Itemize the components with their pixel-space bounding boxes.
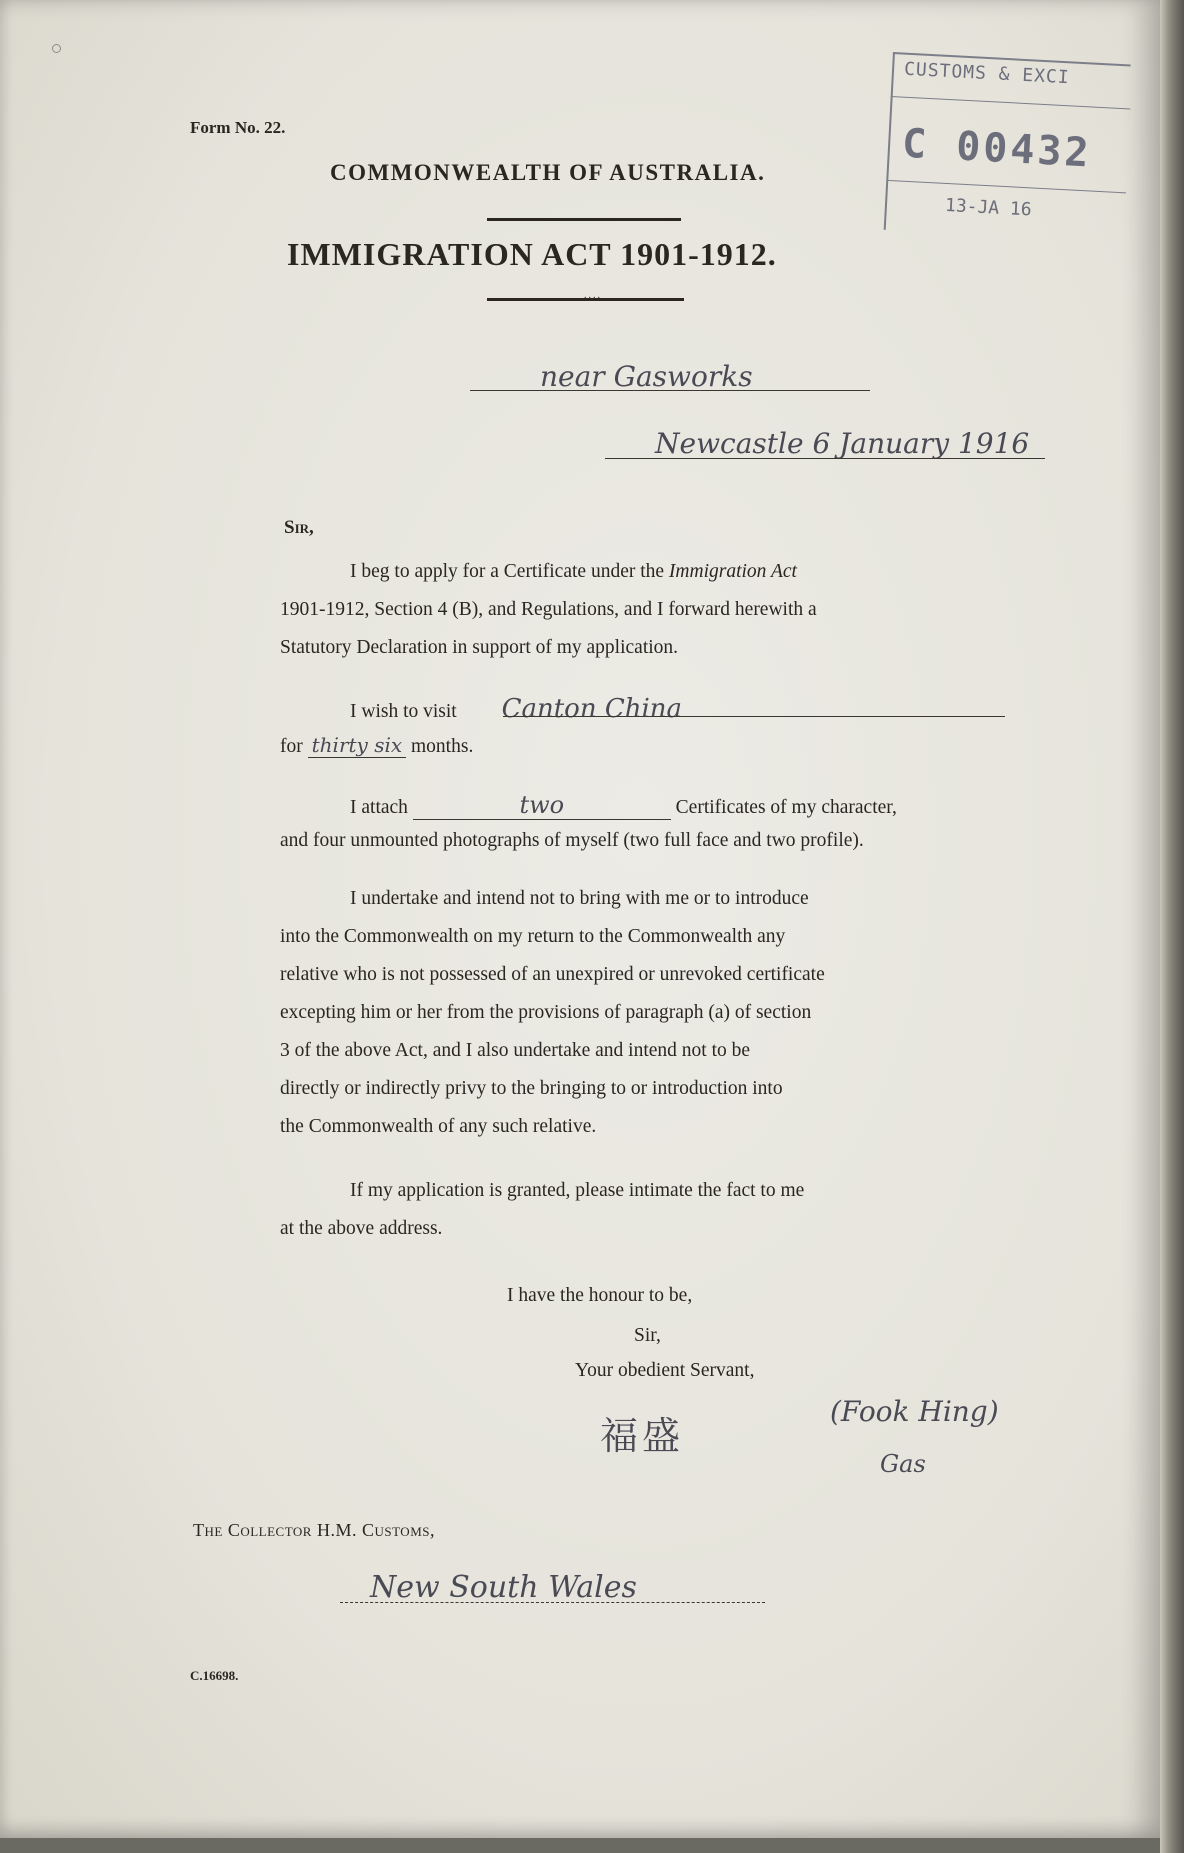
- recipient-line-2: New South Wales: [370, 1570, 637, 1605]
- footer-code: C.16698.: [190, 1668, 239, 1683]
- recipient-underline: [340, 1602, 765, 1603]
- stamp-date: 13-JA 16: [944, 194, 1033, 221]
- paragraph-request: [280, 1172, 1010, 1248]
- para2-line-1: I undertake and intend not to bring with me or to introduce: [350, 888, 809, 909]
- header-rule-top: [487, 218, 681, 221]
- visit-line: [350, 694, 682, 724]
- stamp-number: C 00432: [901, 120, 1093, 177]
- para1-line-3: Statutory Declaration in support of my application.: [280, 637, 679, 658]
- photographs-line: and four unmounted photographs of myself (two full face and two profile).: [280, 830, 864, 851]
- header-commonwealth: COMMONWEALTH OF AUSTRALIA.: [330, 160, 766, 185]
- months-label: months.: [411, 736, 474, 757]
- act-name: Immigration Act: [668, 561, 797, 582]
- page-edge-shadow: [1160, 0, 1184, 1853]
- visit-label: I wish to visit: [350, 701, 457, 722]
- document-title: IMMIGRATION ACT 1901-1912.: [287, 236, 777, 272]
- para2-line-7: the Commonwealth of any such relative.: [280, 1116, 597, 1137]
- paragraph-application: [280, 553, 1008, 667]
- closing-line-2: Sir,: [634, 1325, 661, 1346]
- signature-sub: Gas: [880, 1450, 926, 1478]
- paragraph-undertaking: [280, 880, 1010, 1146]
- visit-underline: [503, 716, 1005, 717]
- visit-duration: thirty six: [308, 733, 407, 758]
- visit-destination: Canton China: [501, 694, 683, 724]
- para2-line-6: directly or indirectly privy to the bringing to or introduction into: [280, 1078, 783, 1099]
- attach-suffix: Certificates of my character,: [675, 797, 897, 818]
- closing-line-1: I have the honour to be,: [507, 1285, 693, 1306]
- para1-line-2: 1901-1912, Section 4 (B), and Regulations, and I forward herewith a: [280, 599, 817, 620]
- attach-line: [350, 791, 897, 820]
- attach-count: two: [413, 791, 671, 820]
- duration-line: [280, 733, 473, 758]
- customs-stamp: [884, 52, 1133, 244]
- closing-line-3: Your obedient Servant,: [575, 1360, 755, 1381]
- for-label: for: [280, 736, 303, 757]
- para2-line-3: relative who is not possessed of an unexpired or unrevoked certificate: [280, 964, 825, 985]
- para2-line-5: 3 of the above Act, and I also undertake and intend not to be: [280, 1040, 751, 1061]
- signature-english: (Fook Hing): [830, 1395, 999, 1428]
- address-underline-2: [605, 458, 1045, 459]
- para3-line-1: If my application is granted, please intimate the fact to me: [350, 1180, 805, 1201]
- address-underline-1: [470, 390, 870, 391]
- stamp-text: CUSTOMS & EXCI: [903, 58, 1071, 89]
- signature-chinese: 福盛: [600, 1414, 685, 1458]
- address-line-2: Newcastle 6 January 1916: [655, 427, 1030, 460]
- title-dots: ....: [584, 290, 602, 301]
- form-number: Form No. 22.: [190, 118, 286, 137]
- para2-line-4: excepting him or her from the provisions of paragraph (a) of section: [280, 1002, 812, 1023]
- para2-line-2: into the Commonwealth on my return to the Commonwealth any: [280, 926, 786, 947]
- recipient-line-1: The Collector H.M. Customs,: [193, 1520, 435, 1540]
- para1-text: I beg to apply for a Certificate under the: [350, 561, 669, 582]
- ink-mark: [52, 44, 61, 53]
- para3-line-2: at the above address.: [280, 1218, 443, 1239]
- salutation: Sir,: [284, 517, 314, 538]
- address-line-1: near Gasworks: [540, 360, 753, 393]
- attach-label: I attach: [350, 797, 408, 818]
